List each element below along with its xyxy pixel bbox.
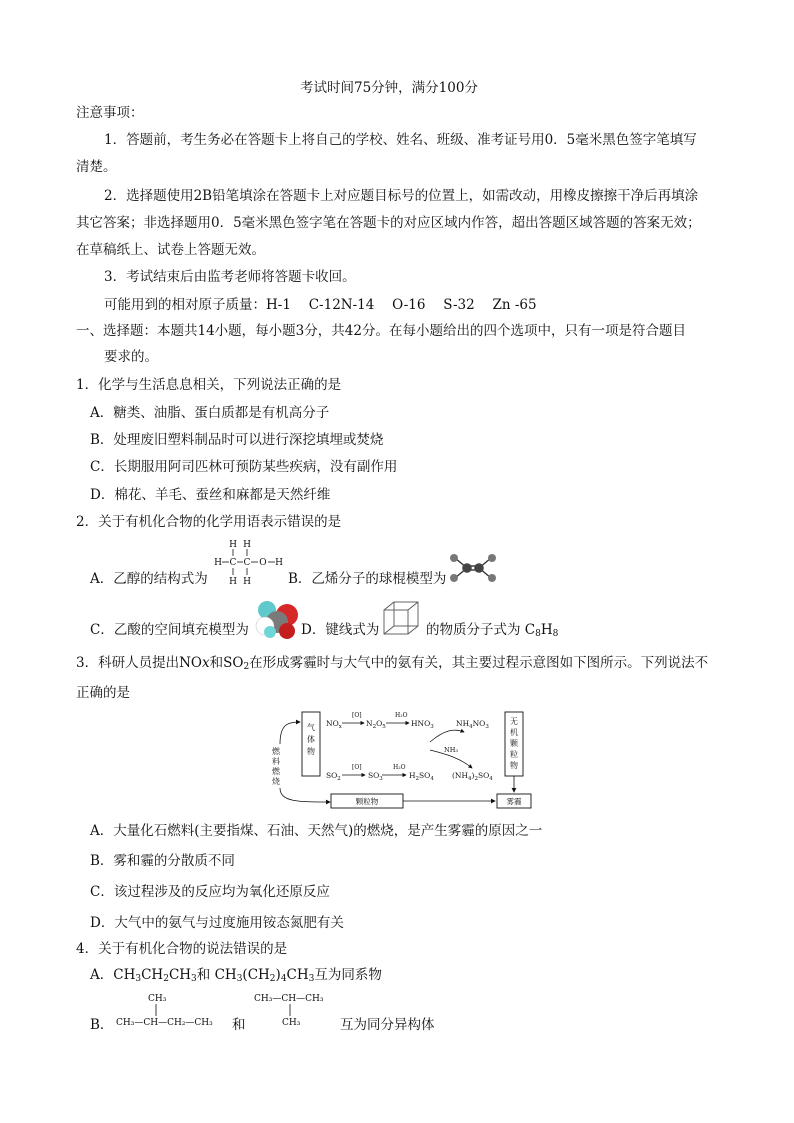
note-2-line-c: 在草稿纸上、试卷上答题无效。 (76, 242, 265, 258)
q1-option-d: D．棉花、羊毛、蚕丝和麻都是天然纤维 (90, 487, 331, 503)
svg-text:(NH4)2SO4: $(NH_4)_2SO_4$ (452, 771, 493, 782)
svg-text:燃: 燃 (272, 747, 280, 756)
svg-text:CH₃: CH₃ (282, 1018, 301, 1028)
q3-option-d: D．大气中的氨气与过度施用铵态氮肥有关 (90, 915, 344, 931)
atomic-mass-line: 可能用到的相对原子质量：H-1 C-12N-14 O-16 S-32 Zn -65 (104, 297, 537, 313)
svg-text:体: 体 (307, 735, 315, 744)
ethanol-h: H (243, 577, 251, 586)
svg-text:CH₃—CH—CH₂—CH₃: CH₃—CH—CH₂—CH₃ (116, 1018, 213, 1028)
ethanol-o: O (259, 558, 267, 568)
ethanol-h: H (243, 540, 251, 550)
q4-option-b-and: 和 (232, 1017, 246, 1033)
svg-text:粒: 粒 (510, 750, 518, 759)
note-2-line-b: 其它答案；非选择题用0．5毫米黑色签字笔在答题卡的对应区域内作答，超出答题区域答题的答案无效； (76, 215, 701, 231)
q4-option-a: A．$CH_3CH_2CH_3$和 $CH_3(CH_2)_4CH_3$互为同系物 (90, 967, 382, 984)
q3-option-c: C．该过程涉及的反应均为氧化还原反应 (90, 884, 330, 900)
svg-text:H₂O: H₂O (393, 764, 406, 771)
svg-text:颗: 颗 (510, 739, 518, 748)
svg-text:机: 机 (510, 728, 518, 737)
svg-text:无: 无 (510, 717, 518, 726)
svg-text:CH₃—CH—CH₃: CH₃—CH—CH₃ (254, 994, 324, 1004)
ethanol-h: H (229, 540, 237, 550)
ethanol-c: C (229, 558, 237, 568)
svg-text:雾霾: 雾霾 (506, 797, 522, 806)
svg-text:H2SO4: $H_2SO_4$ (409, 771, 434, 782)
q1-option-b: B．处理废旧塑料制品时可以进行深挖填埋或焚烧 (90, 432, 384, 448)
q3-option-b: B．雾和霾的分散质不同 (90, 853, 235, 869)
q2-stem: 2．关于有机化合物的化学用语表示错误的是 (76, 514, 342, 530)
q2-option-c: C．乙酸的空间填充模型为 (90, 622, 249, 638)
q4-option-b-text: 互为同分异构体 (340, 1017, 435, 1033)
q1-option-c: C．长期服用阿司匹林可预防某些疾病，没有副作用 (90, 459, 398, 475)
svg-text:SO3: $SO_3$ (368, 771, 383, 782)
ethylene-ball-stick-model (448, 552, 498, 584)
haze-formation-diagram (268, 710, 536, 816)
svg-text:H₂O: H₂O (395, 712, 408, 719)
exam-time-header: 考试时间75分钟，满分100分 (300, 80, 478, 96)
svg-text:颗粒物: 颗粒物 (355, 797, 379, 806)
svg-text:SO2: $SO_2$ (326, 771, 341, 782)
note-1-line-a: 1．答题前，考生务必在答题卡上将自己的学校、姓名、班级、准考证号用0．5毫米黑色签字笔填写 (104, 132, 697, 148)
q2-option-b: B．乙烯分子的球棍模型为 (288, 571, 447, 587)
svg-text:气: 气 (307, 723, 315, 732)
q3-stem-a: 3．科研人员提出NOx和$SO_2$在形成雾霾时与大气中的氨有关，其主要过程示意图如下图所示。下列说法不 (76, 655, 709, 672)
q2-option-d-label: D．键线式为 (301, 622, 380, 638)
section1-intro-b: 要求的。 (104, 349, 158, 365)
section1-intro-a: 一、选择题：本题共14小题，每小题3分，共42分。在每小题给出的四个选项中，只有一项是符合题目 (76, 323, 686, 339)
svg-text:NH4NO3: $NH_4NO_3$ (456, 719, 489, 730)
q2-option-a: A．乙醇的结构式为 (90, 571, 208, 587)
note-1-line-b: 清楚。 (76, 159, 117, 175)
svg-text:CH₃: CH₃ (148, 994, 167, 1004)
cubane-line-structure (382, 600, 420, 636)
q4-stem: 4．关于有机化合物的说法错误的是 (76, 941, 288, 957)
q2-option-d-formula: 的物质分子式为 $C_8H_8$ (426, 622, 559, 639)
svg-text:燃: 燃 (272, 767, 280, 776)
ethanol-structure-diagram (210, 538, 286, 586)
svg-text:HNO3: $HNO_3$ (411, 719, 434, 730)
svg-text:物: 物 (510, 761, 518, 770)
gas-box (302, 712, 320, 776)
svg-text:[O]: [O] (352, 712, 362, 719)
ethanol-c: C (243, 558, 251, 568)
ethanol-h: H (275, 558, 283, 568)
svg-text:NH₃: NH₃ (444, 746, 458, 754)
svg-text:N2O5: $N_2O_5$ (366, 719, 386, 730)
q1-option-a: A．糖类、油脂、蛋白质都是有机高分子 (90, 405, 330, 421)
q4-b-structure-1 (114, 990, 226, 1032)
notes-title: 注意事项： (76, 105, 144, 121)
note-3: 3．考试结束后由监考老师将答题卡收回。 (104, 269, 356, 285)
note-2-line-a: 2．选择题使用2B铅笔填涂在答题卡上对应题目标号的位置上，如需改动，用橡皮擦擦干净后再填涂 (104, 188, 699, 204)
q3-option-a: A．大量化石燃料(主要指煤、石油、天然气)的燃烧，是产生雾霾的原因之一 (90, 823, 543, 839)
ethanol-h: H (214, 558, 222, 568)
svg-text:料: 料 (272, 757, 280, 766)
q3-stem-b: 正确的是 (76, 685, 130, 701)
ethanol-h: H (229, 577, 237, 586)
q4-b-structure-2 (252, 990, 336, 1032)
acetic-acid-space-filling-model (253, 598, 299, 640)
svg-text:NOx: $NO_x$ (326, 719, 342, 730)
svg-text:[O]: [O] (352, 764, 362, 771)
q4-option-b-label: B． (90, 1017, 114, 1033)
svg-text:物: 物 (307, 747, 315, 756)
svg-text:烧: 烧 (272, 777, 280, 786)
q1-stem: 1．化学与生活息息相关，下列说法正确的是 (76, 377, 342, 393)
